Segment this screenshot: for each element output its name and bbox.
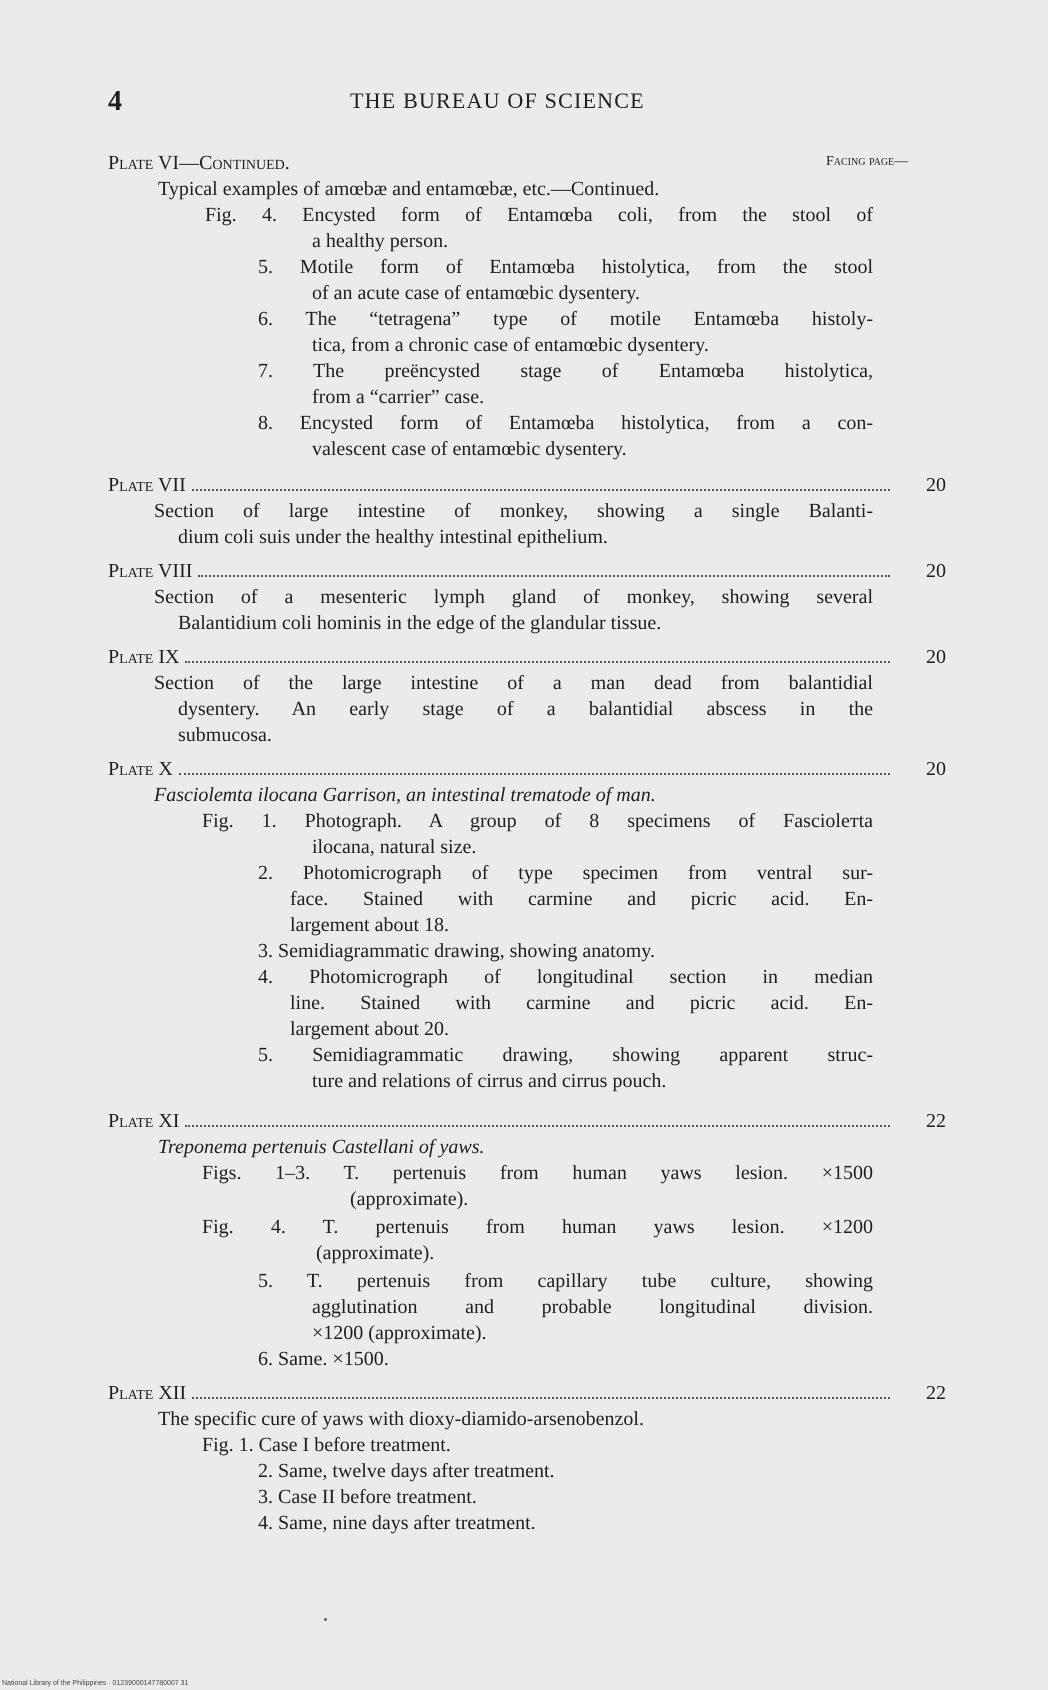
caption-line: dium coli suis under the healthy intestinal epithelium. [178,526,608,548]
figure-line: (approximate). [350,1188,469,1210]
figure-line: Fig. 1. Photograph. A group of 8 specimens of Fasciolетta [202,810,873,832]
figure-line: 7. The preëncysted stage of Entamœba histolytica, [258,360,873,382]
figure-line: 4. Same, nine days after treatment. [258,1512,536,1534]
print-speck [324,1618,327,1621]
plate-label: Plate XII [108,1382,187,1404]
dot-leader [192,1397,890,1399]
caption-line: Section of a mesenteric lymph gland of monkey, showing several [154,586,873,608]
facing-page-label: Facing page— [826,154,909,169]
plate-label: Plate VII [108,474,186,496]
plate-subtitle: The specific cure of yaws with dioxy-diamido-arsenobenzol. [158,1408,644,1430]
dot-leader [198,575,890,577]
plate-page-number: 20 [926,758,946,780]
running-title: THE BUREAU OF SCIENCE [350,88,645,113]
plate-page-number: 20 [926,560,946,582]
figure-line: 5. Motile form of Entamœba histolytica, from the stool [258,256,873,278]
figure-line: ×1200 (approximate). [312,1322,487,1344]
figure-line: Figs. 1–3. T. pertenuis from human yaws lesion. ×1500 [202,1162,873,1184]
page-number: 4 [108,86,122,117]
figure-line: 5. T. pertenuis from capillary tube culture, showing [258,1270,873,1292]
figure-line: 5. Semidiagrammatic drawing, showing apparent struc- [258,1044,873,1066]
caption-line: Section of the large intestine of a man dead from balantidial [154,672,873,694]
plate-entry-row [108,1380,946,1406]
figure-line: 3. Case II before treatment. [258,1486,477,1508]
dot-leader [179,773,890,775]
caption-line: submucosa. [178,724,272,746]
plate-subtitle: Fasciolетta ilocana Garrison, an intestinal trematode of man. [154,784,656,806]
figure-line: 6. Same. ×1500. [258,1348,389,1370]
figure-line: Fig. 4. Encysted form of Entamœba coli, from the stool of [205,204,873,226]
figure-line: line. Stained with carmine and picric acid. En- [290,992,873,1014]
figure-line: largement about 18. [290,914,450,936]
plate-page-number: 22 [926,1110,946,1132]
plate-page-number: 22 [926,1382,946,1404]
dot-leader [185,1125,890,1127]
figure-line: largement about 20. [290,1018,450,1040]
plate-label: Plate XI [108,1110,180,1132]
plate-label: Plate VI—Continued. [108,152,290,174]
plate-entry-row [108,558,946,584]
figure-line: 8. Encysted form of Entamœba histolytica, from a con- [258,412,873,434]
figure-line: agglutination and probable longitudinal division. [312,1296,873,1318]
caption-line: Balantidium coli hominis in the edge of the glandular tissue. [178,612,662,634]
plate-page-number: 20 [926,474,946,496]
figure-line: Fig. 4. T. pertenuis from human yaws lesion. ×1200 [202,1216,873,1238]
plate-subtitle: Typical examples of amœbæ and entamœbæ, etc.—Continued. [158,178,660,200]
dot-leader [192,489,890,491]
figure-line: face. Stained with carmine and picric acid. En- [290,888,873,910]
figure-line: valescent case of entamœbic dysentery. [312,438,627,460]
figure-line: ture and relations of cirrus and cirrus pouch. [312,1070,667,1092]
figure-line: ilocana, natural size. [312,836,477,858]
figure-line: Fig. 1. Case I before treatment. [202,1434,451,1456]
figure-line: 2. Photomicrograph of type specimen from ventral sur- [258,862,873,884]
figure-line: from a “carrier” case. [312,386,485,408]
caption-line: dysentery. An early stage of a balantidial abscess in the [178,698,873,720]
plate-label: Plate IX [108,646,180,668]
dot-leader [185,661,890,663]
figure-line: 4. Photomicrograph of longitudinal section in median [258,966,873,988]
figure-line: (approximate). [316,1242,435,1264]
figure-line: 6. The “tetragena” type of motile Entamœba histoly- [258,308,873,330]
plate-entry-row [108,1108,946,1134]
figure-line: a healthy person. [312,230,449,252]
plate-entry-row [108,756,946,782]
plate-page-number: 20 [926,646,946,668]
plate-entry-row [108,644,946,670]
plate-subtitle: Treponema pertenuis Castellani of yaws. [158,1136,485,1158]
figure-line: tica, from a chronic case of entamœbic dysentery. [312,334,709,356]
figure-line: 3. Semidiagrammatic drawing, showing anatomy. [258,940,655,962]
plate-label: Plate VIII [108,560,193,582]
plate-label: Plate X [108,758,173,780]
figure-line: of an acute case of entamœbic dysentery. [312,282,640,304]
caption-line: Section of large intestine of monkey, showing a single Balanti- [154,500,873,522]
scan-footer: National Library of the Philippines · 01239000147780007 31 [2,1680,189,1687]
figure-line: 2. Same, twelve days after treatment. [258,1460,555,1482]
plate-entry-row [108,472,946,498]
